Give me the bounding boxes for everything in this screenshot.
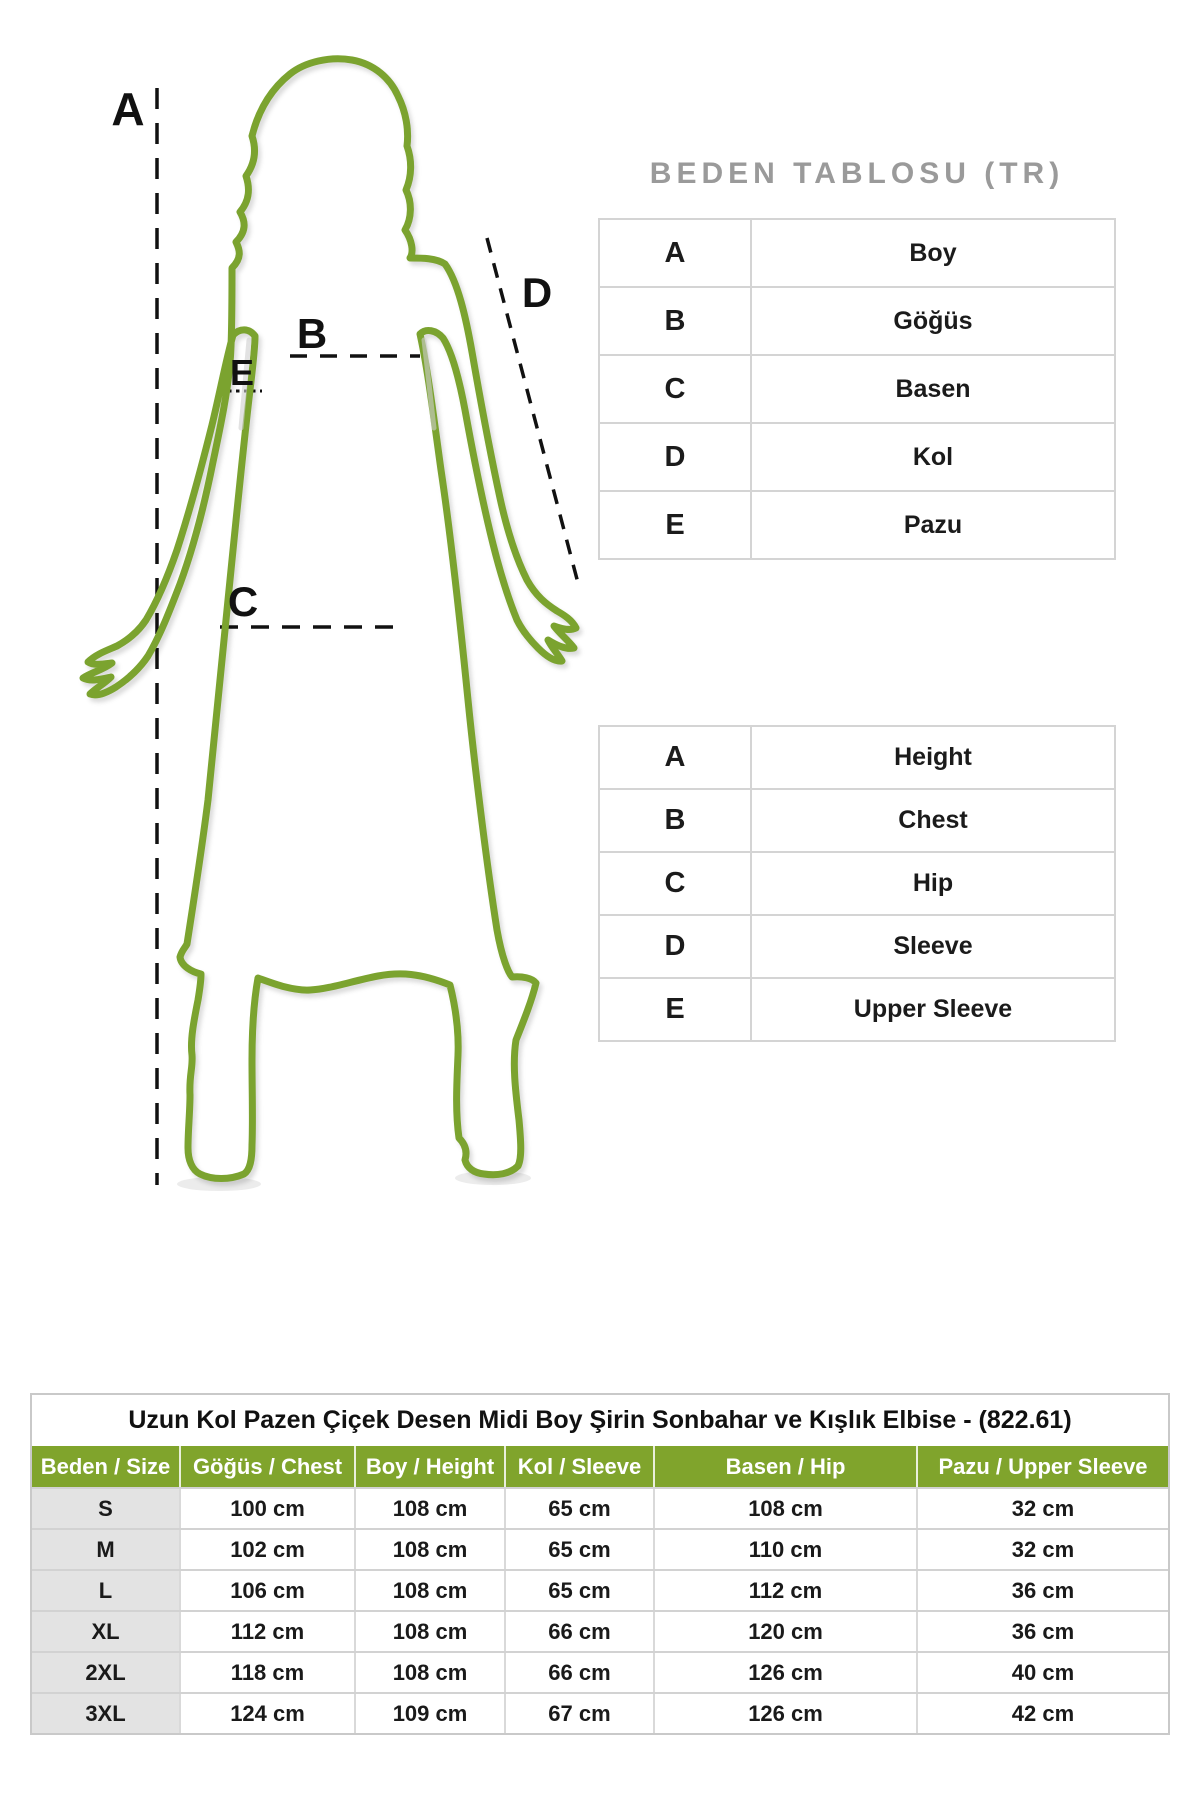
en-label-chest: Chest [752, 790, 1114, 851]
label-E: E [229, 352, 255, 393]
label-B: B [296, 310, 328, 357]
col-basen-hip: Basen / Hip [653, 1446, 916, 1487]
chest-value: 106 cm [179, 1571, 354, 1610]
hip-value: 120 cm [653, 1612, 916, 1651]
table-row-m [32, 1528, 1168, 1569]
upper-sleeve-value: 40 cm [916, 1653, 1168, 1692]
tr-label-boy: Boy [752, 220, 1114, 286]
tr-label-pazu: Pazu [752, 492, 1114, 558]
height-value: 108 cm [354, 1489, 504, 1528]
size-guide-heading: BEDEN TABLOSU (TR) [649, 157, 1065, 190]
hip-value: 126 cm [653, 1653, 916, 1692]
tr-key-a: A [600, 220, 750, 286]
height-value: 109 cm [354, 1694, 504, 1733]
product-table-header [32, 1446, 1168, 1487]
size-value: 3XL [32, 1694, 179, 1733]
sleeve-value: 65 cm [504, 1571, 653, 1610]
size-guide-en-table [598, 725, 1116, 1042]
size-value: XL [32, 1612, 179, 1651]
upper-sleeve-value: 32 cm [916, 1489, 1168, 1528]
size-value: 2XL [32, 1653, 179, 1692]
product-table-body [32, 1487, 1168, 1733]
label-A: A [111, 83, 145, 135]
col-gogus-chest: Göğüs / Chest [179, 1446, 354, 1487]
height-value: 108 cm [354, 1612, 504, 1651]
en-key-b: B [600, 790, 750, 851]
en-key-d: D [600, 916, 750, 977]
col-beden-size: Beden / Size [40, 1453, 171, 1479]
chest-value: 100 cm [179, 1489, 354, 1528]
label-D: D [521, 269, 553, 316]
en-label-upper-sleeve: Upper Sleeve [752, 979, 1114, 1040]
sleeve-value: 67 cm [504, 1694, 653, 1733]
upper-sleeve-value: 32 cm [916, 1530, 1168, 1569]
upper-sleeve-value: 42 cm [916, 1694, 1168, 1733]
table-row-2xl [32, 1651, 1168, 1692]
upper-sleeve-value: 36 cm [916, 1571, 1168, 1610]
tr-key-c: C [600, 356, 750, 422]
chest-value: 102 cm [179, 1530, 354, 1569]
tr-key-d: D [600, 424, 750, 490]
hip-value: 110 cm [653, 1530, 916, 1569]
tr-key-b: B [600, 288, 750, 354]
col-kol-sleeve: Kol / Sleeve [504, 1446, 653, 1487]
en-label-hip: Hip [752, 853, 1114, 914]
hip-value: 126 cm [653, 1694, 916, 1733]
size-value: L [32, 1571, 179, 1610]
measurement-lines [157, 88, 578, 1185]
product-size-table [30, 1393, 1170, 1735]
sleeve-value: 66 cm [504, 1612, 653, 1651]
height-value: 108 cm [354, 1530, 504, 1569]
hip-value: 108 cm [653, 1489, 916, 1528]
sleeve-value: 66 cm [504, 1653, 653, 1692]
col-boy-height: Boy / Height [354, 1446, 504, 1487]
col-pazu-upper-sleeve: Pazu / Upper Sleeve [916, 1446, 1168, 1487]
table-row-3xl [32, 1692, 1168, 1733]
size-guide-tr-table [598, 218, 1116, 560]
tr-label-kol: Kol [752, 424, 1114, 490]
table-row-l [32, 1569, 1168, 1610]
en-key-a: A [600, 727, 750, 788]
tr-key-e: E [600, 492, 750, 558]
chest-value: 118 cm [179, 1653, 354, 1692]
size-value: S [32, 1489, 179, 1528]
en-label-sleeve: Sleeve [752, 916, 1114, 977]
measurement-figure [0, 0, 600, 1220]
table-row-xl [32, 1610, 1168, 1651]
size-value: M [32, 1530, 179, 1569]
chest-value: 112 cm [179, 1612, 354, 1651]
sleeve-value: 65 cm [504, 1489, 653, 1528]
en-key-e: E [600, 979, 750, 1040]
height-value: 108 cm [354, 1653, 504, 1692]
sleeve-shading [241, 340, 434, 428]
tr-label-gogus: Göğüs [752, 288, 1114, 354]
en-key-c: C [600, 853, 750, 914]
product-title: Uzun Kol Pazen Çiçek Desen Midi Boy Şirin Sonbahar ve Kışlık Elbise - (822.61) [128, 1406, 1072, 1434]
chest-value: 124 cm [179, 1694, 354, 1733]
table-row-s [32, 1487, 1168, 1528]
hip-value: 112 cm [653, 1571, 916, 1610]
label-C: C [227, 578, 259, 625]
height-value: 108 cm [354, 1571, 504, 1610]
en-label-height: Height [752, 727, 1114, 788]
upper-sleeve-value: 36 cm [916, 1612, 1168, 1651]
tr-label-basen: Basen [752, 356, 1114, 422]
sleeve-value: 65 cm [504, 1530, 653, 1569]
